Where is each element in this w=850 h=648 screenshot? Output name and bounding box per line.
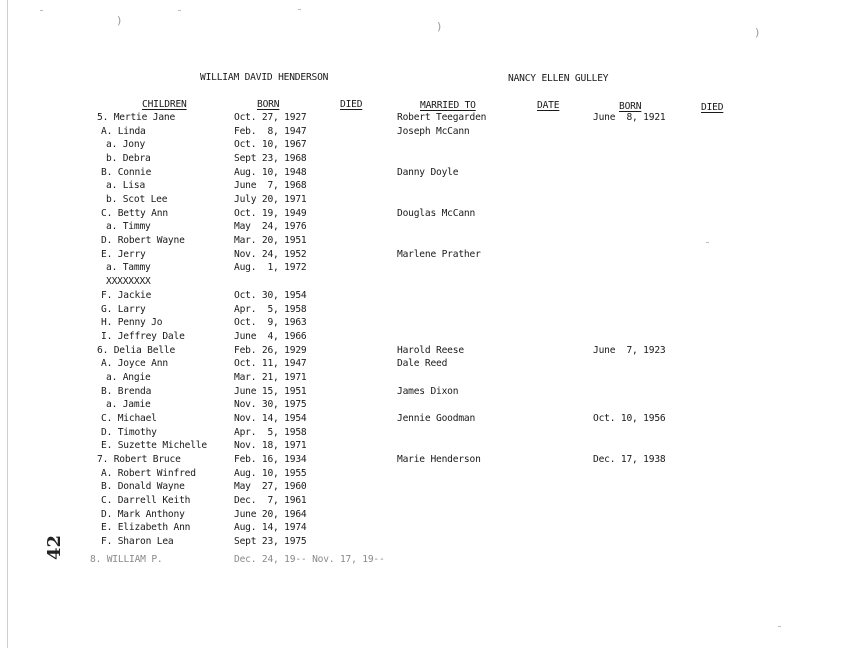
child-name: B. Donald Wayne [101,481,185,492]
child-born: Sept 23, 1968 [234,153,307,164]
married-to: Marlene Prather [397,249,481,260]
child-born: May 24, 1976 [234,221,307,232]
page-number: 42 [44,534,65,560]
child-born: Nov. 24, 1952 [234,249,307,260]
child-name: a. Timmy [106,221,151,232]
column-header-date: DATE [537,100,560,111]
child-name: b. Scot Lee [106,194,168,205]
column-header-spouse-died: DIED [701,102,724,113]
scan-speck [706,242,709,243]
child-name: E. Jerry [101,249,146,260]
child-born: Feb. 8, 1947 [234,126,307,137]
child-name: a. Jamie [106,399,151,410]
child-name: A. Linda [101,126,146,137]
father-name: WILLIAM DAVID HENDERSON [200,72,329,83]
child-born: Mar. 21, 1971 [234,372,307,383]
child-name: a. Jony [106,139,146,150]
column-header-died: DIED [340,99,363,110]
child-born: Oct. 19, 1949 [234,208,307,219]
child-name: b. Debra [106,153,151,164]
child-name: H. Penny Jo [101,317,163,328]
child-born: Nov. 14, 1954 [234,413,307,424]
child-name: a. Angie [106,372,151,383]
spouse-born: Oct. 10, 1956 [593,413,666,424]
scan-speck [298,9,301,10]
last-row-child: 8. WILLIAM P. [90,554,163,565]
child-born: Oct. 30, 1954 [234,290,307,301]
column-header-born: BORN [257,99,280,110]
scan-mark: ) [754,26,761,39]
child-born: June 15, 1951 [234,386,307,397]
child-born: Aug. 10, 1948 [234,167,307,178]
child-name: E. Elizabeth Ann [101,522,191,533]
mother-name: NANCY ELLEN GULLEY [508,73,609,84]
child-name: B. Connie [101,167,152,178]
child-name: 5. Mertie Jane [97,112,176,123]
child-born: Aug. 1, 1972 [234,262,307,273]
child-born: May 27, 1960 [234,481,307,492]
married-to: Robert Teegarden [397,112,487,123]
child-born: Oct. 11, 1947 [234,358,307,369]
child-name: 7. Robert Bruce [97,454,181,465]
child-name: XXXXXXXX [106,276,151,287]
child-born: Mar. 20, 1951 [234,235,307,246]
child-born: Feb. 26, 1929 [234,345,307,356]
child-name: 6. Delia Belle [97,345,176,356]
child-born: Oct. 27, 1927 [234,112,307,123]
child-name: I. Jeffrey Dale [101,331,185,342]
scan-mark: ) [116,14,123,27]
child-name: a. Tammy [106,262,151,273]
spouse-born: Dec. 17, 1938 [593,454,666,465]
married-to: Marie Henderson [397,454,481,465]
child-name: A. Robert Winfred [101,468,196,479]
page-edge-line [7,0,8,648]
child-name: D. Timothy [101,427,157,438]
child-name: B. Brenda [101,386,152,397]
spouse-born: June 7, 1923 [593,345,666,356]
child-name: C. Betty Ann [101,208,168,219]
column-header-married-to: MARRIED TO [420,100,476,111]
child-born: July 20, 1971 [234,194,307,205]
child-name: a. Lisa [106,180,146,191]
child-born: Apr. 5, 1958 [234,427,307,438]
last-row-born: Dec. 24, 19-- Nov. 17, 19-- [234,554,385,565]
child-name: F. Jackie [101,290,152,301]
child-born: June 7, 1968 [234,180,307,191]
scan-mark: ) [436,20,443,33]
child-born: Sept 23, 1975 [234,536,307,547]
column-header-children: CHILDREN [142,99,187,110]
child-born: Nov. 30, 1975 [234,399,307,410]
column-header-spouse-born: BORN [619,101,642,112]
child-name: E. Suzette Michelle [101,440,207,451]
child-name: D. Mark Anthony [101,509,185,520]
child-name: G. Larry [101,304,146,315]
child-born: Dec. 7, 1961 [234,495,307,506]
child-born: June 4, 1966 [234,331,307,342]
child-born: Aug. 10, 1955 [234,468,307,479]
spouse-born: June 8, 1921 [593,112,666,123]
child-born: Apr. 5, 1958 [234,304,307,315]
child-born: Nov. 18, 1971 [234,440,307,451]
child-born: Feb. 16, 1934 [234,454,307,465]
child-name: A. Joyce Ann [101,358,168,369]
married-to: Danny Doyle [397,167,459,178]
scan-speck [40,10,43,11]
child-name: D. Robert Wayne [101,235,185,246]
scan-speck [178,10,181,11]
married-to: Joseph McCann [397,126,470,137]
child-born: June 20, 1964 [234,509,307,520]
child-name: C. Darrell Keith [101,495,191,506]
married-to: Harold Reese [397,345,464,356]
married-to: Dale Reed [397,358,448,369]
child-born: Oct. 9, 1963 [234,317,307,328]
child-name: F. Sharon Lea [101,536,174,547]
married-to: Douglas McCann [397,208,476,219]
child-born: Oct. 10, 1967 [234,139,307,150]
child-name: C. Michael [101,413,157,424]
scan-speck [778,626,781,627]
married-to: Jennie Goodman [397,413,476,424]
child-born: Aug. 14, 1974 [234,522,307,533]
married-to: James Dixon [397,386,459,397]
